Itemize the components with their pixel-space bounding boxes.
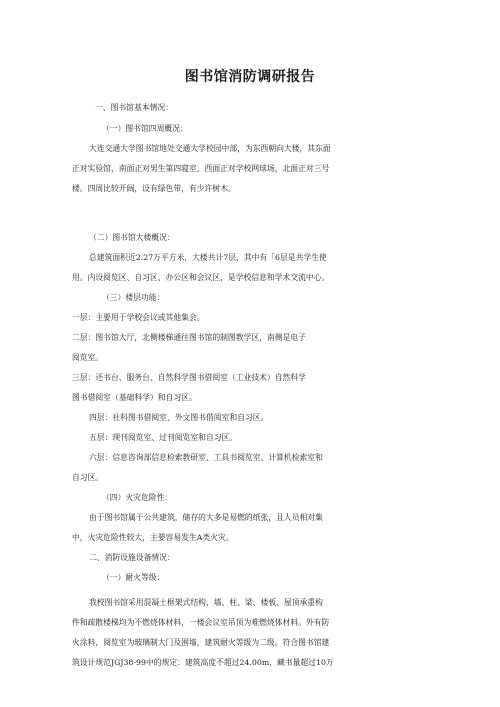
paragraph-line: 阅览室。 [72,353,104,362]
subsection-heading-fire-rating: （一）耐火等级： [102,573,165,582]
paragraph-line: 五层：现刊阅览室、过刊阅览室和自习区。 [89,433,238,442]
subsection-heading-floors: （三）楼层功能： [102,293,165,302]
subsection-heading-surroundings: （一）图书馆四周概况： [102,124,188,133]
paragraph-line: 正对实验馆，南面正对男生第四寝室，西面正对学校网球场，北面正对三号 [72,164,330,173]
paragraph-line: 我校图书馆采用混凝土框架式结构，墙、柱、梁、楼板、屋顶承重构 [89,598,323,607]
paragraph-line: 中，火灾危险性较大，主要容易发生A类火灾。 [72,533,234,542]
paragraph-line: 自习区。 [72,473,104,482]
paragraph-line: 件和疏散楼梯均为不燃烧体材料，一楼会议室吊顶为难燃烧体材料。外有防 [72,618,330,627]
paragraph-line: 一层：主要用于学校会议或其他集会。 [72,313,205,322]
paragraph-line: 二层：图书馆大厅，北侧楼梯通往图书馆的制图教学区，南侧是电子 [72,333,306,342]
section-heading-basic-info: 一、图书馆基本情况： [95,103,173,112]
subsection-heading-building: （二）图书馆大楼概况： [89,233,175,242]
paragraph-line: 筑设计规范JGJ38-99中的规定：建筑高度不超过24.00m，藏书量超过10万 [72,658,334,667]
paragraph-line: 由于图书馆属于公共建筑，储存的大多是易燃的纸张，且人员相对集 [89,513,323,522]
paragraph-line: 图书借阅室（基础科学）和自习区。 [72,393,197,402]
paragraph-line: 用。内设阅览区、自习区、办公区和会议区，是学校信息和学术交流中心。 [72,273,330,282]
paragraph-line: 楼。四周比较开阔，设有绿色带，有少许树木。 [72,184,236,193]
subsection-heading-fire-risk: （四）火灾危险性： [102,493,173,502]
paragraph-line: 火涂料，阅览室为玻璃制大门及围墙，建筑耐火等级为二级。符合图书馆建 [72,638,330,647]
paragraph-line: 六层：信息咨询部信息检索教研室、工具书阅览室、计算机检索室和 [89,453,323,462]
paragraph-line: 三层：还书台、服务台、自然科学图书借阅室（工业技术）自然科学 [72,373,306,382]
section-heading-fire-facilities: 二、消防设施设备情况： [89,553,175,562]
paragraph-line: 大连交通大学图书馆地处交通大学校园中部，为东西朝向大楼，其东面 [89,144,331,153]
paragraph-line: 总建筑面积近2.27万平方米，大楼共计7层，其中有「6层是共学生使 [89,253,327,262]
paragraph-line: 四层：社科图书借阅室、外文图书借阅室和自习区。 [89,413,269,422]
document-title: 图书馆消防调研报告 [184,69,316,85]
